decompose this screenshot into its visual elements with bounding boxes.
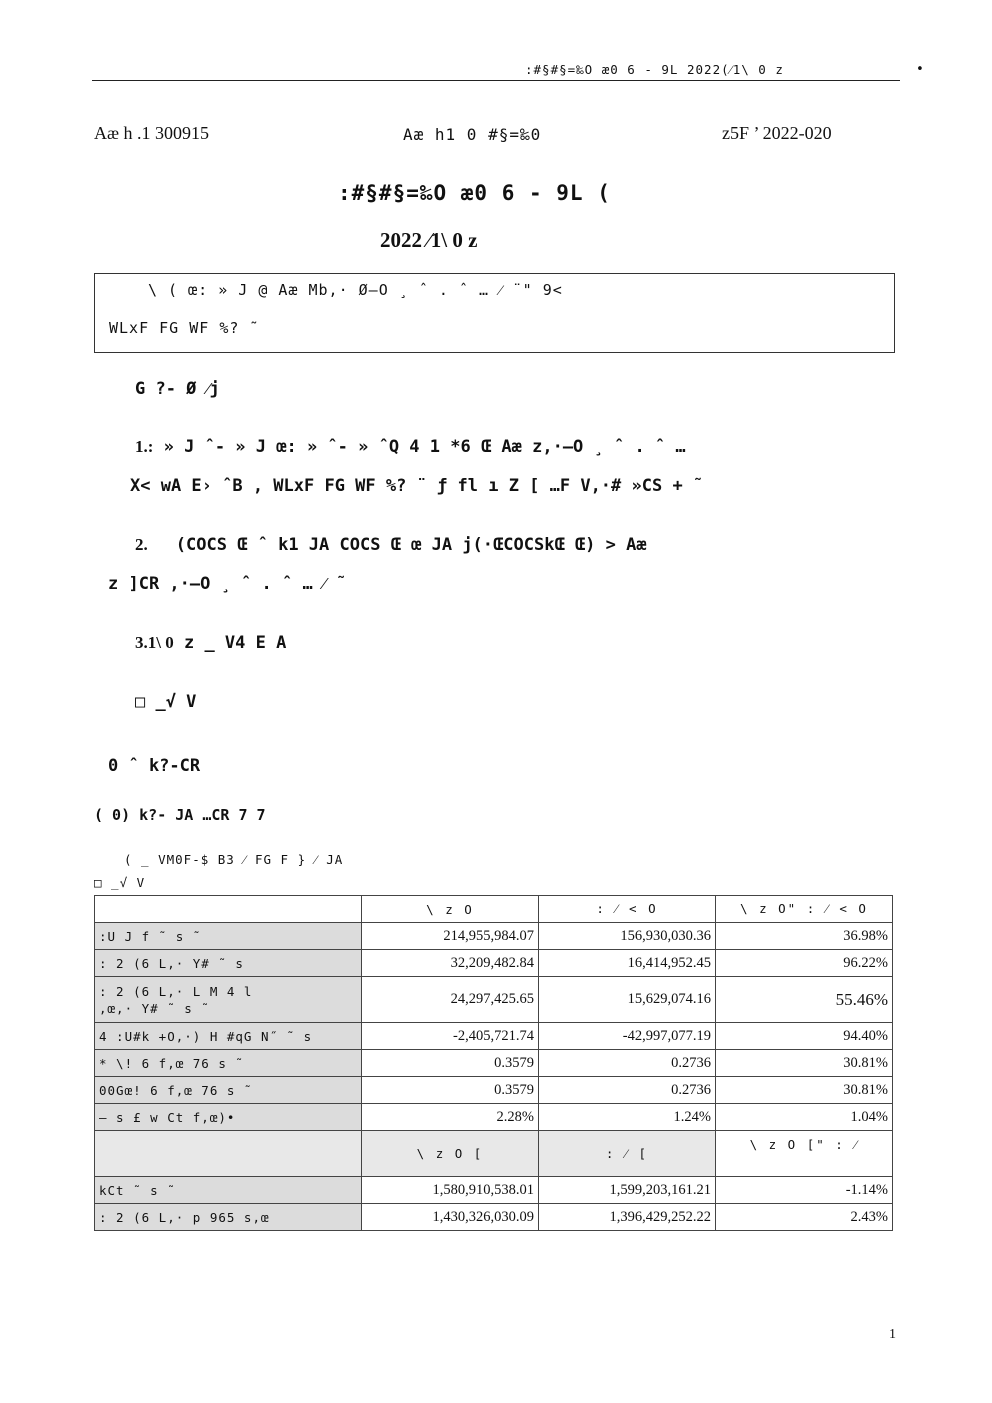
notice-box-line2: WLxF FG WF %? ˜ xyxy=(109,319,260,337)
item-2 xyxy=(135,535,647,555)
item-3-number: 3.1\ 0 xyxy=(135,633,174,652)
change-value: 55.46% xyxy=(716,977,893,1023)
header-cell: \ z O xyxy=(362,896,539,923)
header-cell: : ⁄ < O xyxy=(539,896,716,923)
item-2-text-cont: z ]CR ,·–O ¸ ˆ . ˆ … ⁄ ˜ xyxy=(108,574,347,594)
row-label xyxy=(95,977,362,1023)
row-label: * \! 6 f,œ 76 s ˜ xyxy=(95,1050,362,1077)
table-row xyxy=(95,1077,893,1104)
current-value: 0.3579 xyxy=(362,1077,539,1104)
row-label: 00Gœ! 6 f,œ 76 s ˜ xyxy=(95,1077,362,1104)
header-cell: \ z O [" : ⁄ xyxy=(716,1131,893,1177)
previous-value: 0.2736 xyxy=(539,1077,716,1104)
current-value: 0.3579 xyxy=(362,1050,539,1077)
checkbox-line: □ _√ V xyxy=(135,692,197,712)
row-label: 4 :U#k +O,·) H #qG N˝ ˜ s xyxy=(95,1023,362,1050)
running-header: :#§#§=‰O æ0 6 - 9L 2022(⁄1\ 0 z xyxy=(525,62,784,77)
item-1-number: 1.: xyxy=(135,437,154,456)
item-2-text: (COCS Œ ˆ k1 JA COCS Œ œ JA j(·ŒCOCSkŒ Œ) > Aæ xyxy=(175,535,647,555)
current-value: 2.28% xyxy=(362,1104,539,1131)
change-value: 36.98% xyxy=(716,923,893,950)
section-heading: 0 ˆ k?-CR xyxy=(108,756,201,776)
table-row xyxy=(95,1177,893,1204)
row-label: kCt ˜ s ˜ xyxy=(95,1177,362,1204)
row-label-line1: : 2 (6 L,· L M 4 l xyxy=(99,983,253,999)
previous-value: 16,414,952.45 xyxy=(539,950,716,977)
change-value: 2.43% xyxy=(716,1204,893,1231)
notice-box-line1: \ ( œ: » J @ Aæ Mb,· Ø–O ¸ ˆ . ˆ … ⁄ ¨" 9< xyxy=(148,281,563,299)
current-value: 1,580,910,538.01 xyxy=(362,1177,539,1204)
change-value: -1.14% xyxy=(716,1177,893,1204)
financial-table xyxy=(94,895,893,1231)
previous-value: 15,629,074.16 xyxy=(539,977,716,1023)
item-1-text: » J ˆ- » J œ: » ˆ- » ˆQ 4 1 *6 Œ Aæ z,·–O ¸ ˆ . ˆ … xyxy=(153,437,686,457)
previous-value: -42,997,077.19 xyxy=(539,1023,716,1050)
change-value: 30.81% xyxy=(716,1077,893,1104)
previous-value: 0.2736 xyxy=(539,1050,716,1077)
header-cell xyxy=(95,896,362,923)
table-row xyxy=(95,1023,893,1050)
item-1-text-cont: X< wA E› ˆB , WLxF FG WF %? ¨ ƒ fl ı Z [ …F V,·# »CS + ˜ xyxy=(130,476,704,496)
table-header-row xyxy=(95,896,893,923)
row-label: – s £ w Ct f,œ)• xyxy=(95,1104,362,1131)
item-2-number: 2. xyxy=(135,535,148,554)
change-value: 96.22% xyxy=(716,950,893,977)
table-row xyxy=(95,923,893,950)
current-value: 32,209,482.84 xyxy=(362,950,539,977)
header-rule xyxy=(92,80,900,81)
previous-value: 1,396,429,252.22 xyxy=(539,1204,716,1231)
header-bullet: • xyxy=(916,62,924,77)
change-value: 94.40% xyxy=(716,1023,893,1050)
subsection-heading: ( 0) k?- JA …CR 7 7 xyxy=(94,806,266,824)
change-value: 1.04% xyxy=(716,1104,893,1131)
row-label: :U J f ˜ s ˜ xyxy=(95,923,362,950)
item-1 xyxy=(135,437,686,457)
change-value: 30.81% xyxy=(716,1050,893,1077)
doc-title-line2-text: 2022 ⁄1\ 0 z xyxy=(380,228,478,252)
previous-value: 1.24% xyxy=(539,1104,716,1131)
doc-title-line1: :#§#§=‰O æ0 6 - 9L ( xyxy=(338,181,611,205)
item-3-text: z _ V4 E A xyxy=(173,633,287,653)
stock-short-name: Aæ h1 0 #§=‰0 xyxy=(403,125,542,144)
header-cell: : ⁄ [ xyxy=(539,1131,716,1177)
current-value: -2,405,721.74 xyxy=(362,1023,539,1050)
row-label: : 2 (6 L,· p 965 s,œ xyxy=(95,1204,362,1231)
item-3 xyxy=(135,633,286,653)
current-value: 1,430,326,030.09 xyxy=(362,1204,539,1231)
stock-code: Aæ h .1 300915 xyxy=(94,123,210,143)
table-note-2: □ _√ V xyxy=(94,875,146,890)
current-value: 24,297,425.65 xyxy=(362,977,539,1023)
page-number: 1 xyxy=(889,1327,896,1342)
previous-value: 1,599,203,161.21 xyxy=(539,1177,716,1204)
table-row xyxy=(95,977,893,1023)
header-cell: \ z O [ xyxy=(362,1131,539,1177)
table-row xyxy=(95,1050,893,1077)
previous-value: 156,930,030.36 xyxy=(539,923,716,950)
row-label-line2: ,œ,· Y# ˜ s ˜ xyxy=(99,1000,210,1016)
doc-title-line2 xyxy=(380,228,477,253)
row-label: : 2 (6 L,· Y# ˜ s xyxy=(95,950,362,977)
notice-number: z5F ’ 2022-020 xyxy=(722,123,832,143)
table-header-row-2 xyxy=(95,1131,893,1177)
table-row xyxy=(95,1104,893,1131)
table-row xyxy=(95,950,893,977)
table-note-1: ( _ VM0F-$ B3 ⁄ FG F } ⁄ JA xyxy=(124,852,344,867)
header-cell xyxy=(95,1131,362,1177)
header-cell: \ z O" : ⁄ < O xyxy=(716,896,893,923)
section-intro: G ?- Ø ⁄j xyxy=(135,379,220,399)
table-row xyxy=(95,1204,893,1231)
current-value: 214,955,984.07 xyxy=(362,923,539,950)
